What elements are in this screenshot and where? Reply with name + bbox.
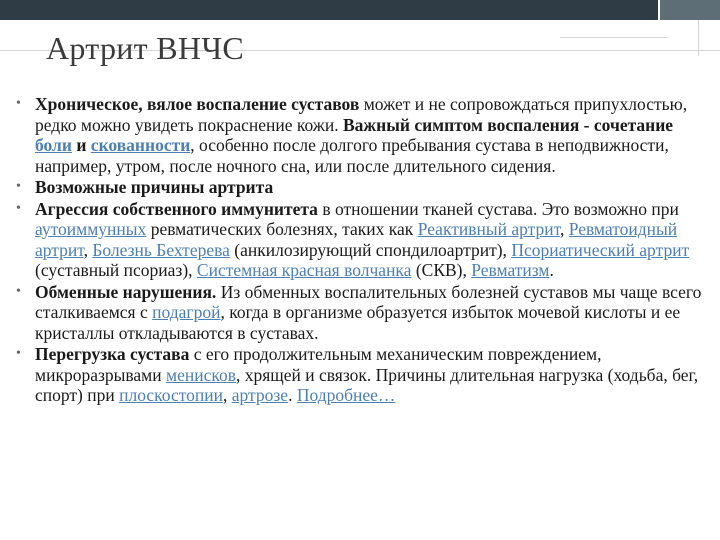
text-link[interactable]: плоскостопии — [119, 385, 223, 405]
body-text: может и не сопровождаться припухлостью, редко можно увидеть покраснение кожи. — [35, 94, 688, 135]
body-text: . — [549, 260, 554, 280]
body-text: (анкилозирующий спондилоартрит), — [229, 239, 512, 260]
body-text: , когда в организме образуется избыток мочевой кислоты и ее кристаллы откладываются в суставах. — [35, 302, 681, 343]
text-link[interactable]: боли — [35, 135, 72, 155]
body-text: Из обменных воспалительных болезней суставов мы чаще всего сталкиваемся с — [35, 281, 702, 322]
list-item — [14, 177, 710, 198]
title-rule-short — [560, 37, 668, 38]
text-link[interactable]: менисков — [166, 364, 236, 385]
bold-text: Важный симптом воспаления - сочетание — [343, 114, 674, 135]
bold-text: и — [71, 135, 91, 155]
text-link[interactable]: Реактивный артрит — [417, 219, 560, 239]
header-accent-block — [658, 0, 720, 20]
text-link[interactable]: аутоиммунных — [35, 219, 147, 239]
body-text: , особенно после долгого пребывания сустава в неподвижности, например, утром, после ночного сна, или после длительного сидения. — [35, 135, 669, 176]
bullet-icon: • — [16, 200, 21, 216]
text-link[interactable]: подагрой — [152, 302, 221, 322]
slide-title: Артрит ВНЧС — [46, 30, 245, 66]
body-text: ревматических болезнях, таких как — [146, 219, 418, 239]
body-text: , — [83, 239, 93, 260]
text-link[interactable]: скованности — [90, 135, 191, 155]
bullet-icon: • — [16, 346, 21, 361]
bullet-icon: • — [16, 283, 21, 299]
bold-text: Возможные причины артрита — [35, 177, 274, 197]
bold-text: Перегрузка сустава — [35, 344, 190, 364]
list-item — [14, 282, 710, 344]
body-text: (суставный псориаз), — [35, 260, 197, 280]
body-text: . — [288, 385, 297, 405]
body-text: , хрящей и связок. Причины длительная нагрузка (ходьба, бег, спорт) при — [35, 364, 699, 405]
bullet-icon: • — [16, 96, 21, 111]
list-item — [14, 199, 710, 281]
body-text: (СКВ), — [411, 260, 472, 280]
text-link[interactable]: Подробнее… — [296, 385, 396, 405]
text-link[interactable]: Болезнь Бехтерева — [92, 239, 230, 260]
text-link[interactable]: Системная красная волчанка — [196, 260, 412, 280]
text-link[interactable]: Псориатический артрит — [511, 239, 690, 260]
list-item — [14, 344, 710, 406]
bold-text: Обменные нарушения. — [35, 281, 217, 302]
bullet-icon: • — [16, 179, 21, 194]
body-text: в отношении тканей сустава. Это возможно при — [317, 198, 679, 219]
body-text: , — [559, 219, 569, 239]
bold-text: Хроническое, вялое воспаление суставов — [35, 94, 360, 114]
text-link[interactable]: Ревматоидный артрит — [35, 219, 678, 260]
bold-text: Агрессия собственного иммунитета — [35, 198, 318, 219]
body-text: , — [223, 385, 232, 405]
header-bar — [0, 0, 720, 20]
text-link[interactable]: Ревматизм — [471, 260, 550, 280]
bullet-list — [14, 94, 710, 407]
list-item — [14, 94, 710, 176]
body-text: с его продолжительным механическим повреждением, микроразрывами — [35, 344, 602, 385]
text-link[interactable]: артрозе — [231, 385, 289, 405]
